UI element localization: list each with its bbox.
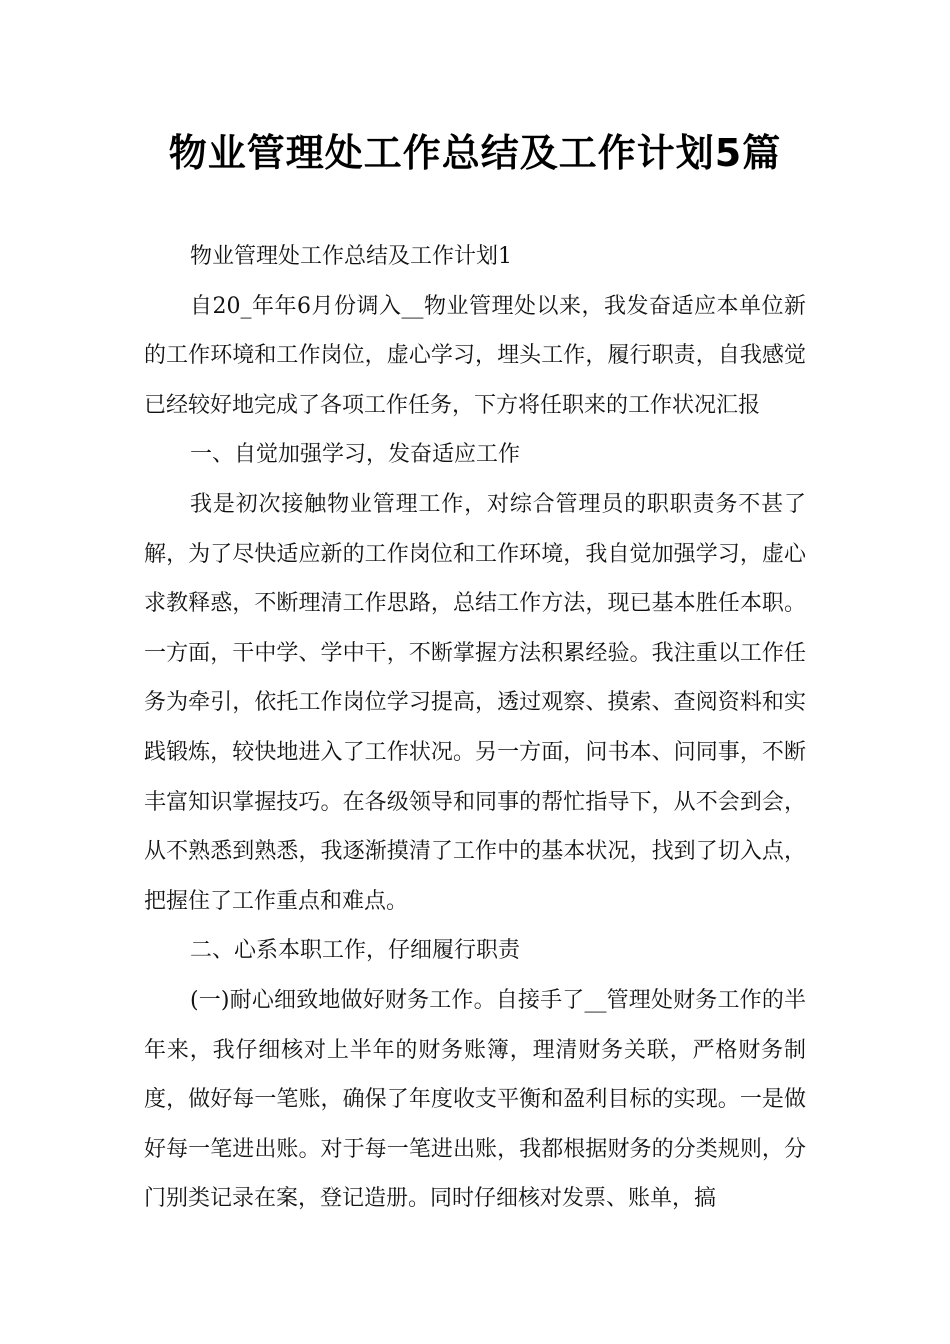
section-heading-2: 二、心系本职工作，仔细履行职责 bbox=[190, 938, 521, 964]
body-paragraph: (一)耐心细致地做好财务工作。自接手了__管理处财务工作的半年来，我仔细核对上半年的财务账簿，理清财务关联，严格财务制度，做好每一笔账，确保了年度收支平衡和盈利目标的实现。一是做好每一笔进出账。对于每一笔进出账，我都根据财务的分类规则，分门别类记录在案，登记造册。同时仔细核对发票、账单，搞 bbox=[144, 987, 806, 1212]
section-heading-1: 一、自觉加强学习，发奋适应工作 bbox=[190, 442, 521, 468]
intro-paragraph: 自20_年年6月份调入__物业管理处以来，我发奋适应本单位新的工作环境和工作岗位，虚心学习，埋头工作，履行职责，自我感觉已经较好地完成了各项工作任务，下方将任职来的工作状况汇报 bbox=[144, 293, 806, 418]
body-paragraph: 我是初次接触物业管理工作，对综合管理员的职职责务不甚了解，为了尽快适应新的工作岗位和工作环境，我自觉加强学习，虚心求教释惑，不断理清工作思路，总结工作方法，现已基本胜任本职。一方面，干中学、学中干，不断掌握方法积累经验。我注重以工作任务为牵引，依托工作岗位学习提高，透过观察、摸索、查阅资料和实践锻炼，较快地进入了工作状况。另一方面，问书本、问同事，不断丰富知识掌握技巧。在各级领导和同事的帮忙指导下，从不会到会，从不熟悉到熟悉，我逐渐摸清了工作中的基本状况，找到了切入点，把握住了工作重点和难点。 bbox=[144, 491, 806, 914]
document-title: 物业管理处工作总结及工作计划5篇 bbox=[168, 131, 782, 175]
section-heading-plan-1: 物业管理处工作总结及工作计划1 bbox=[190, 244, 512, 269]
document-body bbox=[144, 232, 806, 1224]
